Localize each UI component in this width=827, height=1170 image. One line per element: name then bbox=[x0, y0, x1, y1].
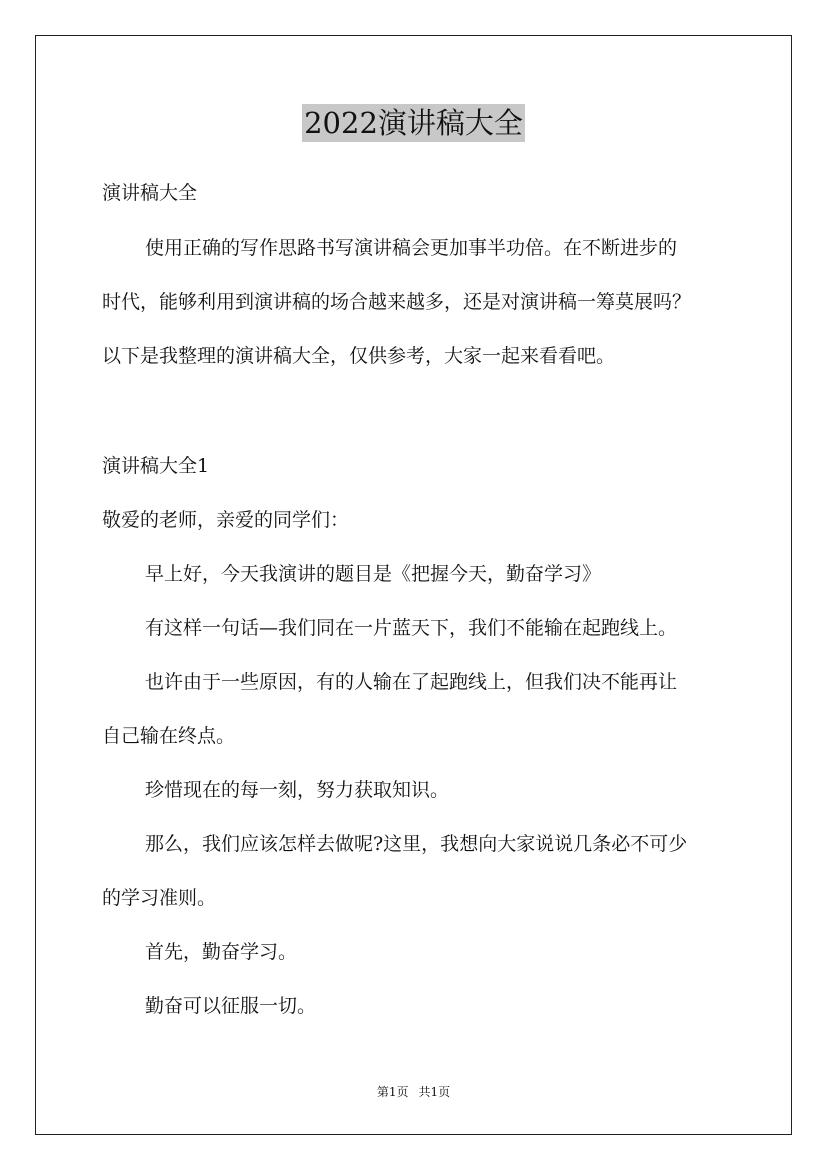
page-total: 共1页 bbox=[418, 1085, 451, 1099]
paragraph-line: 的学习准则。 bbox=[102, 887, 217, 909]
paragraph-line: 也许由于一些原因，有的人输在了起跑线上，但我们决不能再让 bbox=[145, 671, 678, 693]
paragraph-line: 首先，勤奋学习。 bbox=[145, 941, 298, 963]
paragraph-line: 以下是我整理的演讲稿大全，仅供参考，大家一起来看看吧。 bbox=[102, 345, 616, 367]
paragraph-line: 那么，我们应该怎样去做呢?这里，我想向大家说说几条必不可少 bbox=[145, 833, 688, 855]
paragraph-line: 时代，能够利用到演讲稿的场合越来越多，还是对演讲稿一筹莫展吗？ bbox=[102, 291, 692, 313]
section-heading: 演讲稿大全1 bbox=[102, 455, 210, 477]
paragraph-line: 珍惜现在的每一刻，努力获取知识。 bbox=[145, 779, 450, 801]
section-heading: 演讲稿大全 bbox=[102, 182, 198, 204]
paragraph-line: 勤奋可以征服一切。 bbox=[145, 995, 317, 1017]
salutation: 敬爱的老师，亲爱的同学们： bbox=[102, 509, 350, 531]
paragraph-line: 使用正确的写作思路书写演讲稿会更加事半功倍。在不断进步的 bbox=[145, 237, 678, 259]
paragraph-line: 自己输在终点。 bbox=[102, 725, 236, 747]
paragraph-line: 早上好，今天我演讲的题目是《把握今天，勤奋学习》 bbox=[145, 563, 602, 585]
document-title: 2022演讲稿大全 bbox=[304, 106, 523, 140]
page-number: 第1页 bbox=[376, 1085, 409, 1099]
page-footer bbox=[0, 1084, 827, 1100]
paragraph-line: 有这样一句话—我们同在一片蓝天下，我们不能输在起跑线上。 bbox=[145, 617, 678, 639]
title-container bbox=[0, 104, 827, 142]
